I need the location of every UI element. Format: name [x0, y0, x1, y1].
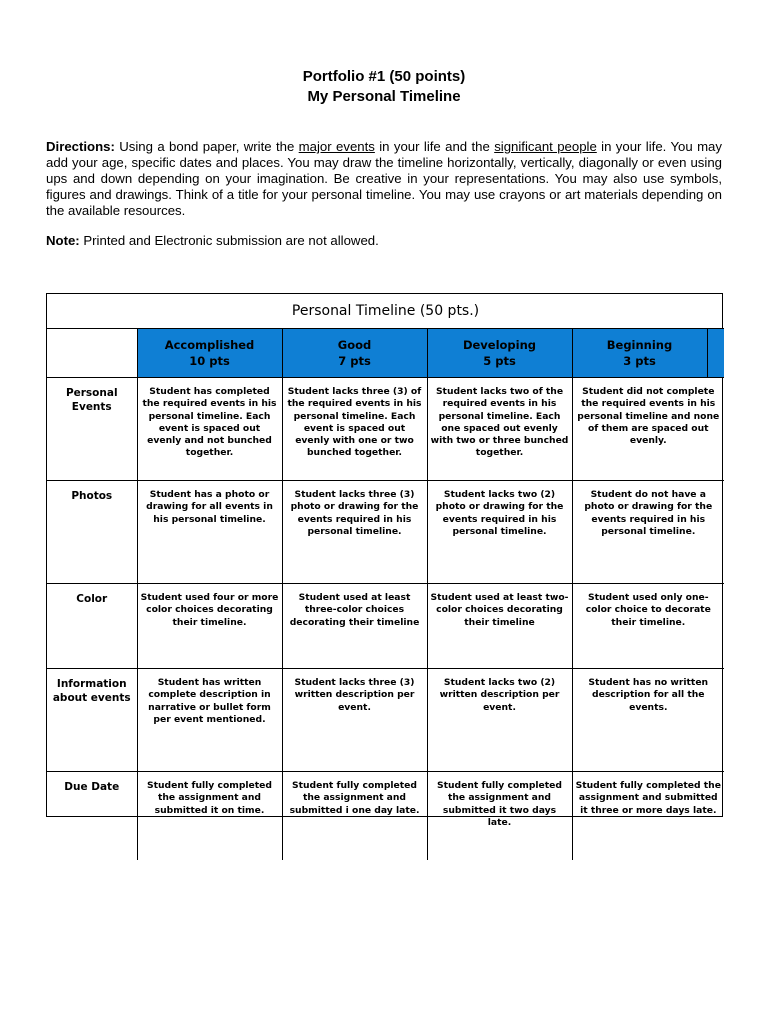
level-points: 10 pts	[189, 354, 230, 368]
row-label: Color	[47, 584, 137, 669]
level-header-developing	[427, 329, 572, 378]
header-blank-cell	[47, 329, 137, 378]
criteria-cell: Student lacks three (3) of the required events in his personal timeline. Each event is spaced out evenly with one or two bunched together.	[282, 378, 427, 481]
note-paragraph	[46, 233, 722, 249]
level-points: 5 pts	[483, 354, 516, 368]
level-points: 7 pts	[338, 354, 371, 368]
level-header-beginning	[572, 329, 707, 378]
page-subtitle: My Personal Timeline	[307, 88, 461, 105]
criteria-cell: Student has no written description for all the events.	[572, 669, 724, 772]
criteria-cell: Student lacks three (3) photo or drawing for the events required in his personal timeline.	[282, 481, 427, 584]
major-events-underlined: major events	[298, 139, 375, 154]
row-label: Personal Events	[47, 378, 137, 481]
level-header-accomplished	[137, 329, 282, 378]
criteria-cell: Student used at least two-color choices decorating their timeline	[427, 584, 572, 669]
criteria-cell: Student fully completed the assignment and submitted it on time.	[137, 772, 282, 861]
criteria-cell: Student lacks two (2) photo or drawing for the events required in his personal timeline.	[427, 481, 572, 584]
table-row	[47, 584, 724, 669]
level-name: Good	[337, 338, 372, 352]
criteria-cell: Student lacks two (2) written description per event.	[427, 669, 572, 772]
table-row	[47, 772, 724, 861]
row-label: Information about events	[47, 669, 137, 772]
level-header-good	[282, 329, 427, 378]
row-label: Due Date	[47, 772, 137, 861]
table-row	[47, 481, 724, 584]
criteria-cell: Student used at least three-color choices decorating their timeline	[282, 584, 427, 669]
criteria-cell: Student fully completed the assignment and submitted it three or more days late.	[572, 772, 724, 861]
table-row	[47, 669, 724, 772]
page-title: Portfolio #1 (50 points)	[302, 68, 466, 85]
criteria-cell: Student did not complete the required events in his personal timeline and none of them are spaced out evenly.	[572, 378, 724, 481]
header-end-cell	[707, 329, 724, 378]
directions-paragraph	[46, 139, 722, 219]
rubric-caption: Personal Timeline (50 pts.)	[47, 294, 724, 329]
directions-text-3: in your life. You may add your age, specific dates and places. You may draw the timeline horizontally, vertically, diagonally or even using ups and down depending on your imagination. Be creative in your representations. You may also use symbols, figures and drawings. Think of a title for your personal timeline. You may use crayons or art materials depending on the available resources.	[46, 139, 722, 218]
criteria-cell: Student has completed the required events in his personal timeline. Each event is spaced out evenly and not bunched together.	[137, 378, 282, 481]
row-label: Photos	[47, 481, 137, 584]
significant-people-underlined: significant people	[494, 139, 597, 154]
criteria-cell: Student has a photo or drawing for all events in his personal timeline.	[137, 481, 282, 584]
criteria-cell: Student lacks two of the required events in his personal timeline. Each one spaced out evenly with two or three bunched together.	[427, 378, 572, 481]
note-text: Printed and Electronic submission are not allowed.	[79, 233, 379, 248]
directions-label: Directions:	[46, 139, 115, 154]
criteria-cell: Student lacks three (3) written description per event.	[282, 669, 427, 772]
level-name: Accomplished	[164, 338, 255, 352]
rubric-table	[46, 293, 723, 828]
directions-text-1: Using a bond paper, write the	[114, 139, 299, 154]
criteria-cell: Student used only one-color choice to decorate their timeline.	[572, 584, 724, 669]
criteria-cell: Student used four or more color choices decorating their timeline.	[137, 584, 282, 669]
criteria-cell: Student fully completed the assignment and submitted i one day late.	[282, 772, 427, 861]
table-row	[47, 378, 724, 481]
level-name: Developing	[462, 338, 537, 352]
level-name: Beginning	[606, 338, 673, 352]
criteria-cell: Student do not have a photo or drawing for the events required in his personal timeline.	[572, 481, 724, 584]
criteria-cell: Student fully completed the assignment and submitted it two days late.	[427, 772, 572, 861]
criteria-cell: Student has written complete description in narrative or bullet form per event mentioned.	[137, 669, 282, 772]
note-label: Note:	[46, 233, 80, 248]
level-points: 3 pts	[623, 354, 656, 368]
directions-text-2: in your life and the	[374, 139, 495, 154]
